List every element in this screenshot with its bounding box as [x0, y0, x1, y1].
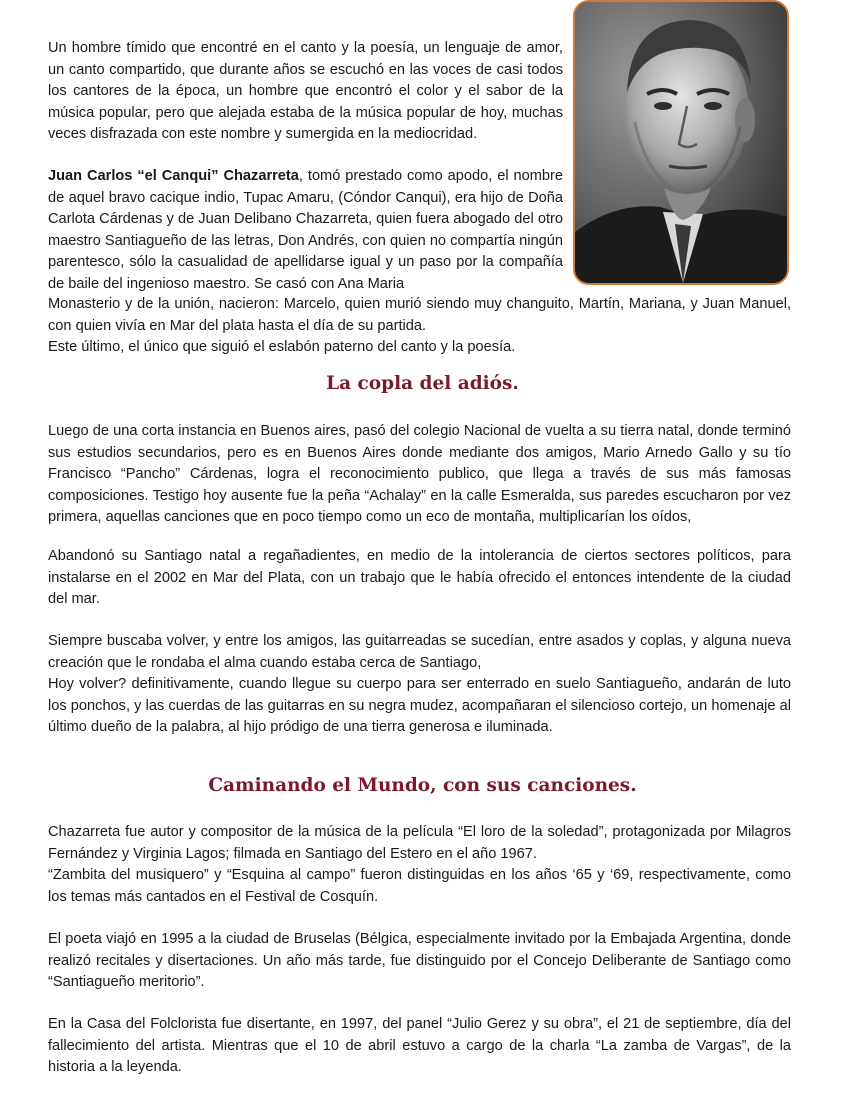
section1-paragraph-3a: Siempre buscaba volver, y entre los amigos, las guitarreadas se sucedían, entre asados y coplas, y alguna nueva creación que le rondaba el alma cuando estaba cerca de Santiago, [48, 633, 791, 671]
section1-paragraph-2: Abandonó su Santiago natal a regañadientes, en medio de la intolerancia de ciertos sectores políticos, para instalarse en el 2002 en Mar del Plata, con un trabajo que le había ofrecido el entonces intendente de la ciudad del mar. [48, 548, 791, 607]
bio-text-narrow: , tomó prestado como apodo, el nombre de aquel bravo cacique indio, Tupac Amaru, (Cóndor Canqui), era hijo de Doña Carlota Cárdenas y de Juan Delibano Chazarreta, quien fuera abogado del otro maestro Santiagueño de las letras, Don Andrés, con quien no compartía ningún parentesco, sólo la casualidad de apellidarse igual y un paso por la compañía de baile del ingenioso maestro. Se casó con Ana Maria [48, 168, 563, 292]
section2-paragraph-1a: Chazarreta fue autor y compositor de la música de la película “El loro de la soledad”, protagonizada por Milagros Fernández y Virginia Lagos; filmada en Santiago del Estero en el año 1967. [48, 824, 791, 862]
portrait-photo [573, 0, 789, 285]
intro-paragraph: Un hombre tímido que encontré en el canto y la poesía, un lenguaje de amor, un canto compartido, que durante años se escuchó en las voces de casi todos los cantores de la época, un hombre que encontró el color y el sabor de la música popular, pero que alejada estaba de la música popular de hoy, muchas veces disfrazada con este nombre y sumergida en la mediocridad. [48, 40, 563, 142]
bio-name: Juan Carlos “el Canqui” Chazarreta [48, 168, 299, 184]
bio-paragraph-wide: Monasterio y de la unión, nacieron: Marcelo, quien murió siendo muy changuito, Martín, Mariana, y Juan Manuel, con quien vivía en Mar del plata hasta el día de su partida. [48, 296, 791, 334]
portrait-illustration [575, 2, 787, 283]
bio-last-line: Este último, el único que siguió el eslabón paterno del canto y la poesía. [48, 339, 516, 355]
section2-paragraph-3: En la Casa del Folclorista fue disertante, en 1997, del panel “Julio Gerez y su obra”, el 21 de septiembre, día del fallecimiento del artista. Mientras que el 10 de abril estuvo a cargo de la charla “La zamba de Vargas”, de la historia a la leyenda. [48, 1016, 791, 1075]
section-title-caminando: Caminando el Mundo, con sus canciones. [208, 775, 637, 796]
section2-paragraph-1b: “Zambita del musiquero” y “Esquina al campo” fueron distinguidas en los años ‘65 y ‘69, respectivamente, como los temas más cantados en el Festival de Cosquín. [48, 867, 791, 905]
bio-paragraph-narrow [48, 166, 563, 295]
section1-paragraph-3b: Hoy volver? definitivamente, cuando llegue su cuerpo para ser enterrado en suelo Santiagueño, andarán de luto los ponchos, y las cuerdas de las guitarras en su negra mudez, acompañaran el silencioso cortejo, un homenaje al último dueño de la palabra, al hijo pródigo de una tierra generosa e iluminada. [48, 676, 791, 735]
section2-paragraph-2: El poeta viajó en 1995 a la ciudad de Bruselas (Bélgica, especialmente invitado por la Embajada Argentina, donde realizó recitales y disertaciones. Un año más tarde, fue distinguido por el Concejo Deliberante de Santiago como “Santiagueño meritorio”. [48, 931, 791, 990]
section1-paragraph-1: Luego de una corta instancia en Buenos aires, pasó del colegio Nacional de vuelta a su tierra natal, donde terminó sus estudios secundarios, pero es en Buenos Aires donde mediante dos amigos, Mario Arnedo Gallo y su tío Francisco “Pancho” Cárdenas, logra el reconocimiento publico, que llega a través de sus más famosas composiciones. Testigo hoy ausente fue la peña “Achalay” en la calle Esmeralda, sus paredes escucharon por vez primera, aquellas canciones que en poco tiempo como un eco de montaña, multiplicarían los oídos, [48, 423, 791, 525]
section-title-copla: La copla del adiós. [326, 373, 519, 394]
